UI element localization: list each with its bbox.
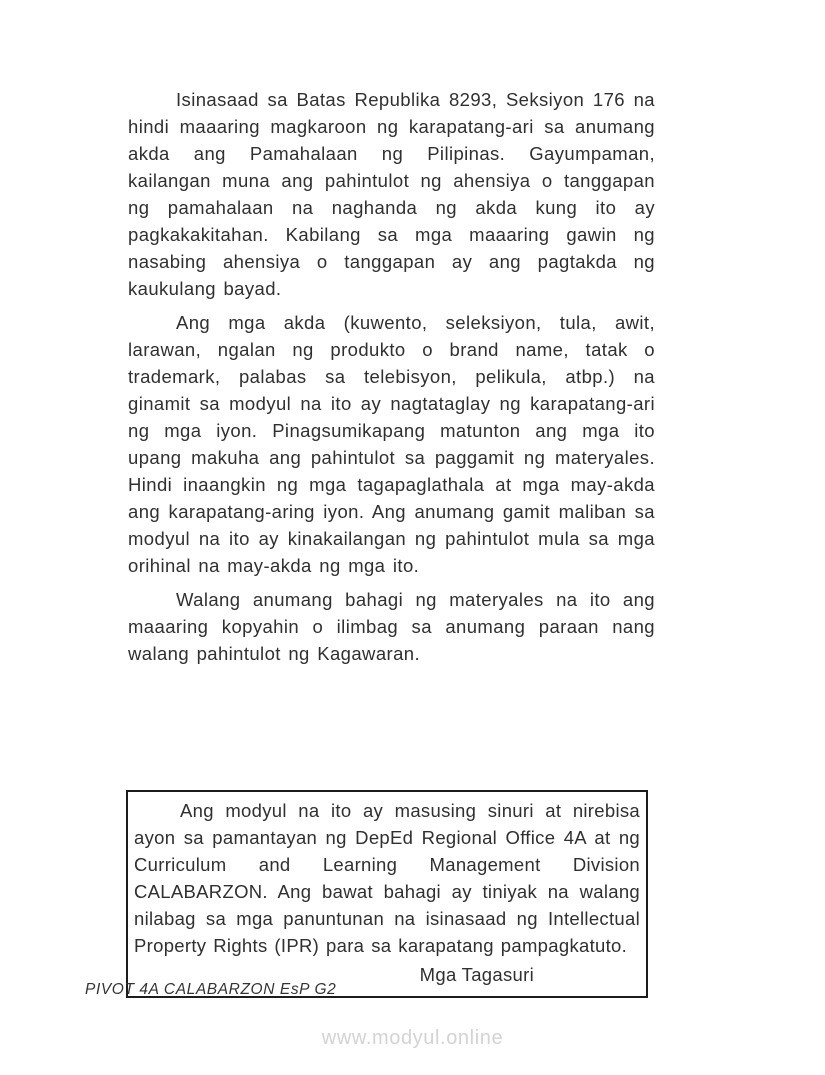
paragraph-batas-republika: Isinasaad sa Batas Republika 8293, Seksiyon 176 na hindi maaaring magkaroon ng karapatang-ari sa anumang akda ang Pamahalaan ng Pilipinas. Gayumpaman, kailangan muna ang pahintulot ng ahensiya o tanggapan ng pamahalaan na naghanda ng akda kung ito ay pagkakakitahan. Kabilang sa mga maaaring gawin ng nasabing ahensiya o tanggapan ay ang pagtakda ng kaukulang bayad. [128,89,655,299]
review-notice-box [126,790,648,998]
body-text [128,86,655,674]
page-footer: PIVOT 4A CALABARZON EsP G2 [85,981,337,998]
paragraph-mga-akda: Ang mga akda (kuwento, seleksiyon, tula, awit, larawan, ngalan ng produkto o brand name, tatak o trademark, palabas sa telebisyon, pelikula, atbp.) na ginamit sa modyul na ito ay nagtataglay ng karapatang-ari ng mga iyon. Pinagsumikapang matunton ang mga ito upang makuha ang pahintulot sa paggamit ng materyales. Hindi inaangkin ng mga tagapaglathala at mga may-akda ang karapatang-aring iyon. Ang anumang gamit maliban sa modyul na ito ay kinakailangan ng pahintulot mula sa mga orihinal na may-akda ng mga ito. [128,312,655,576]
notice-text: Ang modyul na ito ay masusing sinuri at nirebisa ayon sa pamantayan ng DepEd Regional Office 4A at ng Curriculum and Learning Management Division CALABARZON. Ang bawat bahagi ay tiniyak na walang nilabag sa mga panuntunan na isinasaad ng Intellectual Property Rights (IPR) para sa karapatang pampagkatuto. [134,800,640,956]
watermark: www.modyul.online [321,1027,504,1049]
paragraph-walang-bahagi: Walang anumang bahagi ng materyales na ito ang maaaring kopyahin o ilimbag sa anumang paraan nang walang pahintulot ng Kagawaran. [128,589,655,664]
notice-signature: Mga Tagasuri [419,964,534,985]
